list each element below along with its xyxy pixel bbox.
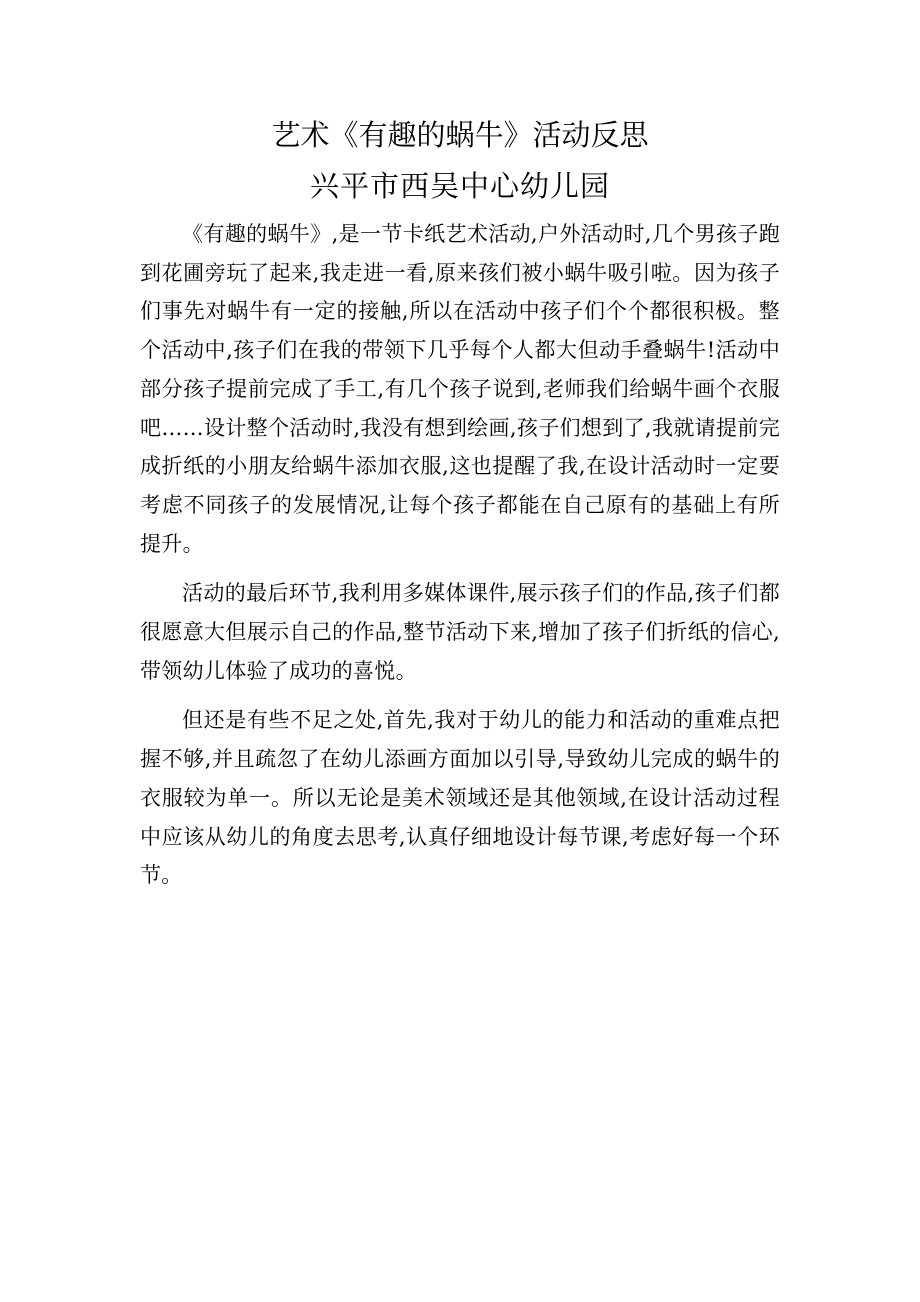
- document-subtitle: 兴平市西吴中心幼儿园: [309, 169, 610, 203]
- document-title: 艺术《有趣的蜗牛》活动反思: [271, 118, 649, 152]
- paragraph-1: 《有趣的蜗牛》,是一节卡纸艺术活动,户外活动时,几个男孩子跑到花圃旁玩了起来,我走进一看,原来孩们被小蜗牛吸引啦。因为孩子们事先对蜗牛有一定的接触,所以在活动中孩子们个个都很积极。整个活动中,孩子们在我的带领下几乎每个人都大但动手叠蜗牛!活动中部分孩子提前完成了手工,有几个孩子说到,老师我们给蜗牛画个衣服吧……设计整个活动时,我没有想到绘画,孩子们想到了,我就请提前完成折纸的小朋友给蜗牛添加衣服,这也提醒了我,在设计活动时一定要考虑不同孩子的发展情况,让每个孩子都能在自己原有的基础上有所提升。: [140, 222, 780, 556]
- paragraph-3: 但还是有些不足之处,首先,我对于幼儿的能力和活动的重难点把握不够,并且疏忽了在幼儿添画方面加以引导,导致幼儿完成的蜗牛的衣服较为单一。所以无论是美术领域还是其他领域,在设计活动过程中应该从幼儿的角度去思考,认真仔细地设计每节课,考虑好每一个环节。: [140, 708, 780, 888]
- paragraph-2: 活动的最后环节,我利用多媒体课件,展示孩子们的作品,孩子们都很愿意大但展示自己的作品,整节活动下来,增加了孩子们折纸的信心,带领幼儿体验了成功的喜悦。: [140, 581, 780, 683]
- document-body: [140, 215, 780, 906]
